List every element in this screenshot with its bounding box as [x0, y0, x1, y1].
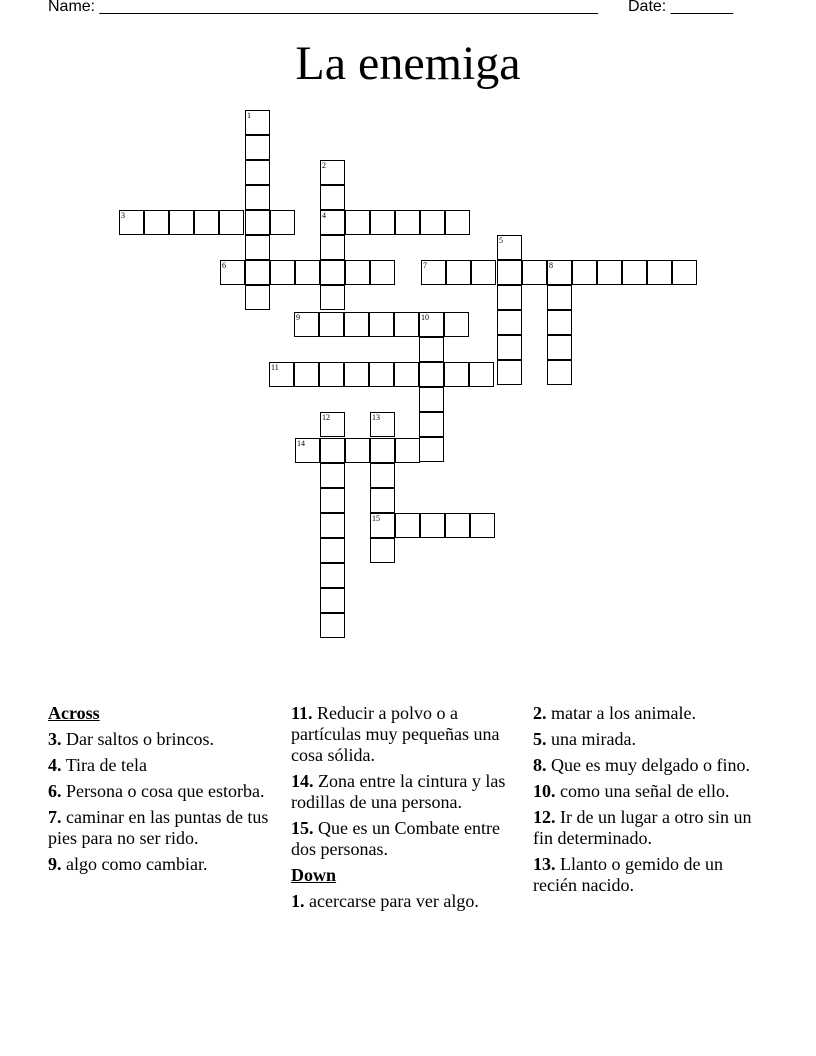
cell-number: 6 — [222, 261, 226, 270]
grid-cell[interactable] — [319, 312, 344, 337]
clue-across-9 — [48, 854, 278, 875]
clue-text: Ir de un lugar a otro sin un fin determinado. — [533, 807, 752, 848]
grid-cell[interactable] — [220, 260, 245, 285]
grid-cell[interactable] — [547, 260, 572, 285]
grid-cell[interactable] — [370, 438, 395, 463]
clue-text: caminar en las puntas de tus pies para no ser rido. — [48, 807, 269, 848]
grid-cell[interactable] — [320, 613, 345, 638]
grid-cell[interactable] — [471, 260, 496, 285]
clue-down-13 — [533, 854, 758, 896]
grid-cell[interactable] — [370, 538, 395, 563]
grid-cell[interactable] — [320, 488, 345, 513]
grid-cell[interactable] — [320, 285, 345, 310]
grid-cell[interactable] — [497, 360, 522, 385]
grid-cell[interactable] — [245, 235, 270, 260]
cell-number: 12 — [322, 413, 330, 422]
name-field-label: Name: ________________________________________________________ — [48, 0, 598, 15]
grid-cell[interactable] — [394, 362, 419, 387]
clue-down-8 — [533, 755, 758, 776]
cell-number: 2 — [322, 161, 326, 170]
grid-cell[interactable] — [419, 437, 444, 462]
cell-number: 1 — [247, 111, 251, 120]
clues-column-1 — [48, 703, 278, 880]
cell-number: 15 — [372, 514, 380, 523]
clue-text: Tira de tela — [65, 755, 148, 775]
clue-text: acercarse para ver algo. — [309, 891, 479, 911]
clue-number: 15. — [291, 818, 314, 838]
grid-cell[interactable] — [369, 362, 394, 387]
grid-cell[interactable] — [320, 438, 345, 463]
grid-cell[interactable] — [345, 438, 370, 463]
grid-cell[interactable] — [497, 260, 522, 285]
grid-cell[interactable] — [245, 110, 270, 135]
grid-cell[interactable] — [270, 260, 295, 285]
grid-cell[interactable] — [320, 513, 345, 538]
grid-cell[interactable] — [445, 210, 470, 235]
cell-number: 7 — [423, 261, 427, 270]
grid-cell[interactable] — [144, 210, 169, 235]
grid-cell[interactable] — [395, 210, 420, 235]
grid-cell[interactable] — [320, 185, 345, 210]
clue-text: Llanto o gemido de un recién nacido. — [533, 854, 723, 895]
grid-cell[interactable] — [395, 513, 420, 538]
grid-cell[interactable] — [444, 312, 469, 337]
grid-cell[interactable] — [344, 362, 369, 387]
cell-number: 4 — [322, 211, 326, 220]
cell-number: 11 — [271, 363, 279, 372]
worksheet-header — [48, 0, 748, 20]
grid-cell[interactable] — [420, 210, 445, 235]
grid-cell[interactable] — [320, 260, 345, 285]
clue-text: Persona o cosa que estorba. — [66, 781, 265, 801]
grid-cell[interactable] — [597, 260, 622, 285]
grid-cell[interactable] — [419, 362, 444, 387]
clue-down-10 — [533, 781, 758, 802]
clue-text: Reducir a polvo o a partículas muy pequeñas una cosa sólida. — [291, 703, 500, 765]
grid-cell[interactable] — [547, 285, 572, 310]
cell-number: 13 — [372, 413, 380, 422]
grid-cell[interactable] — [370, 412, 395, 437]
clues-column-2 — [291, 703, 521, 917]
cell-number: 3 — [121, 211, 125, 220]
grid-cell[interactable] — [370, 488, 395, 513]
grid-cell[interactable] — [497, 285, 522, 310]
grid-cell[interactable] — [169, 210, 194, 235]
grid-cell[interactable] — [319, 362, 344, 387]
grid-cell[interactable] — [622, 260, 647, 285]
cell-number: 10 — [421, 313, 429, 322]
clue-number: 5. — [533, 729, 547, 749]
grid-cell[interactable] — [295, 260, 320, 285]
grid-cell[interactable] — [245, 285, 270, 310]
grid-cell[interactable] — [320, 235, 345, 260]
grid-cell[interactable] — [547, 310, 572, 335]
grid-cell[interactable] — [572, 260, 597, 285]
grid-cell[interactable] — [370, 260, 395, 285]
clue-number: 2. — [533, 703, 547, 723]
clue-number: 4. — [48, 755, 62, 775]
clue-text: matar a los animale. — [551, 703, 696, 723]
grid-cell[interactable] — [672, 260, 697, 285]
grid-cell[interactable] — [295, 438, 320, 463]
clue-across-6 — [48, 781, 278, 802]
clue-number: 12. — [533, 807, 556, 827]
clue-number: 1. — [291, 891, 305, 911]
grid-cell[interactable] — [370, 463, 395, 488]
clue-down-1 — [291, 891, 521, 912]
down-heading: Down — [291, 865, 337, 885]
date-field-label: Date: _______ — [628, 0, 733, 15]
grid-cell[interactable] — [269, 362, 294, 387]
grid-cell[interactable] — [419, 412, 444, 437]
clue-text: Dar saltos o brincos. — [66, 729, 214, 749]
grid-cell[interactable] — [522, 260, 547, 285]
grid-cell[interactable] — [370, 210, 395, 235]
clue-number: 11. — [291, 703, 313, 723]
grid-cell[interactable] — [547, 335, 572, 360]
cell-number: 8 — [549, 261, 553, 270]
grid-cell[interactable] — [394, 312, 419, 337]
clue-text: Zona entre la cintura y las rodillas de una persona. — [291, 771, 506, 812]
cell-number: 5 — [499, 236, 503, 245]
clue-across-3 — [48, 729, 278, 750]
across-heading: Across — [48, 703, 100, 723]
clue-number: 8. — [533, 755, 547, 775]
grid-cell[interactable] — [370, 513, 395, 538]
clue-number: 3. — [48, 729, 62, 749]
grid-cell[interactable] — [320, 588, 345, 613]
clue-across-11 — [291, 703, 521, 766]
grid-cell[interactable] — [194, 210, 219, 235]
grid-cell[interactable] — [245, 210, 270, 235]
grid-cell[interactable] — [119, 210, 144, 235]
clue-number: 9. — [48, 854, 62, 874]
grid-cell[interactable] — [245, 160, 270, 185]
grid-cell[interactable] — [470, 513, 495, 538]
clue-down-5 — [533, 729, 758, 750]
clues-column-3 — [533, 703, 758, 901]
grid-cell[interactable] — [547, 360, 572, 385]
grid-cell[interactable] — [419, 387, 444, 412]
grid-cell[interactable] — [219, 210, 244, 235]
grid-cell[interactable] — [320, 463, 345, 488]
grid-cell[interactable] — [320, 210, 345, 235]
grid-cell[interactable] — [419, 337, 444, 362]
clue-text: como una señal de ello. — [560, 781, 730, 801]
clue-down-12 — [533, 807, 758, 849]
clue-text: Que es muy delgado o fino. — [551, 755, 750, 775]
grid-cell[interactable] — [345, 260, 370, 285]
clue-number: 10. — [533, 781, 556, 801]
cell-number: 9 — [296, 313, 300, 322]
clue-across-4 — [48, 755, 278, 776]
grid-cell[interactable] — [445, 513, 470, 538]
grid-cell[interactable] — [245, 135, 270, 160]
clue-text: Que es un Combate entre dos personas. — [291, 818, 500, 859]
grid-cell[interactable] — [647, 260, 672, 285]
grid-cell[interactable] — [369, 312, 394, 337]
grid-cell[interactable] — [345, 210, 370, 235]
clue-number: 7. — [48, 807, 62, 827]
grid-cell[interactable] — [270, 210, 295, 235]
clue-down-2 — [533, 703, 758, 724]
grid-cell[interactable] — [420, 513, 445, 538]
cell-number: 14 — [297, 439, 305, 448]
grid-cell[interactable] — [294, 362, 319, 387]
clue-text: algo como cambiar. — [66, 854, 208, 874]
clue-across-15 — [291, 818, 521, 860]
grid-cell[interactable] — [497, 335, 522, 360]
grid-cell[interactable] — [320, 538, 345, 563]
page-title: La enemiga — [295, 37, 521, 90]
grid-cell[interactable] — [444, 362, 469, 387]
grid-cell[interactable] — [419, 312, 444, 337]
grid-cell[interactable] — [294, 312, 319, 337]
grid-cell[interactable] — [469, 362, 494, 387]
grid-cell[interactable] — [421, 260, 446, 285]
clue-across-14 — [291, 771, 521, 813]
clue-text: una mirada. — [551, 729, 636, 749]
grid-cell[interactable] — [320, 160, 345, 185]
clue-number: 13. — [533, 854, 556, 874]
grid-cell[interactable] — [446, 260, 471, 285]
clue-across-7 — [48, 807, 278, 849]
grid-cell[interactable] — [395, 438, 420, 463]
grid-cell[interactable] — [320, 412, 345, 437]
clue-number: 14. — [291, 771, 314, 791]
grid-cell[interactable] — [245, 185, 270, 210]
grid-cell[interactable] — [320, 563, 345, 588]
grid-cell[interactable] — [344, 312, 369, 337]
grid-cell[interactable] — [245, 260, 270, 285]
grid-cell[interactable] — [497, 310, 522, 335]
clue-number: 6. — [48, 781, 62, 801]
grid-cell[interactable] — [497, 235, 522, 260]
